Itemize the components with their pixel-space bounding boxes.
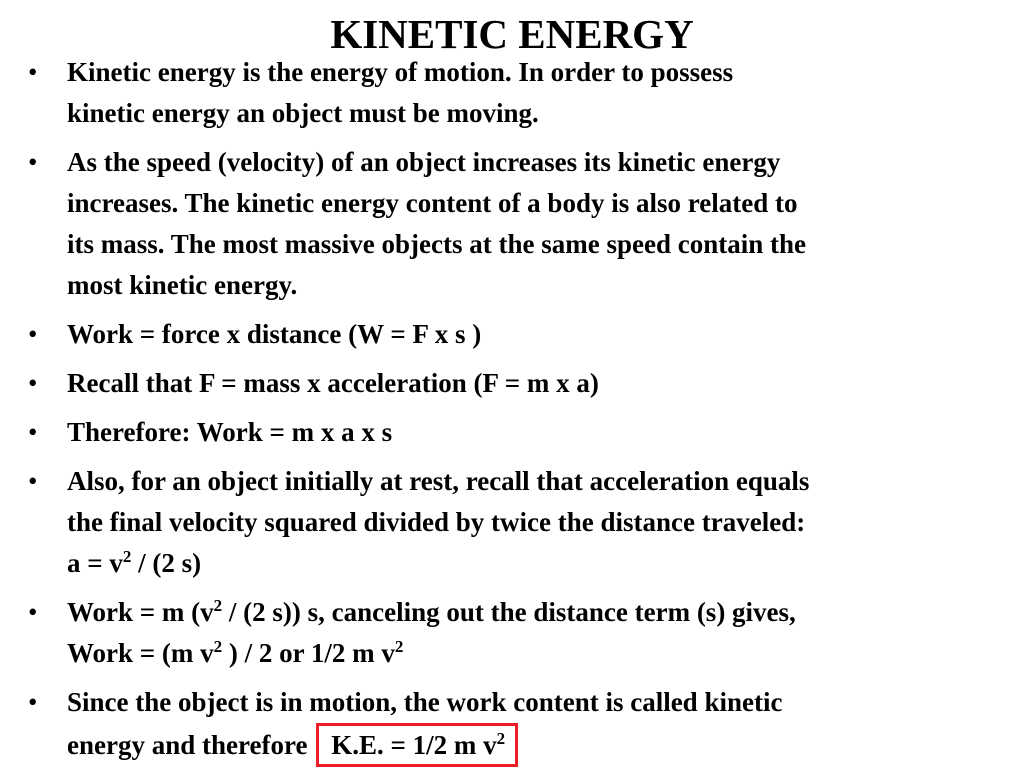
- bullet-dot: •: [28, 368, 38, 398]
- bullet-text-line: Also, for an object initially at rest, recall that acceleration equals: [67, 466, 810, 496]
- ke-formula-text: K.E. = 1/2 m v: [331, 730, 497, 760]
- bullet-speed-and-mass: [26, 142, 1020, 306]
- exponent: 2: [122, 547, 132, 566]
- bullet-text-line: its mass. The most massive objects at the same speed contain the: [67, 229, 806, 259]
- formula-text: / (2 s): [131, 548, 202, 578]
- bullet-dot: •: [28, 687, 38, 717]
- bullet-text-line: Therefore: Work = m x a x s: [67, 417, 393, 447]
- bullet-dot: •: [28, 319, 38, 349]
- exponent: 2: [213, 596, 223, 615]
- bullet-dot: •: [28, 466, 38, 496]
- bullet-dot: •: [28, 417, 38, 447]
- slide-title: KINETIC ENERGY: [330, 11, 694, 57]
- formula-text: / (2 s)) s, canceling out the distance term (s) gives,: [222, 597, 796, 627]
- bullet-work-formula: [26, 314, 1020, 355]
- bullet-work-mas: [26, 412, 1020, 453]
- formula-text: a = v: [67, 548, 123, 578]
- bullet-text-line: Since the object is in motion, the work content is called kinetic: [67, 687, 783, 717]
- bullet-text-line: increases. The kinetic energy content of a body is also related to: [67, 188, 798, 218]
- ke-formula-highlight-box: [316, 723, 518, 767]
- conclusion-line: [67, 723, 1020, 767]
- bullet-text: energy and therefore: [67, 730, 308, 760]
- bullet-text-line: Recall that F = mass x acceleration (F = m x a): [67, 368, 599, 398]
- bullet-dot: •: [28, 597, 38, 627]
- formula-text: Work = m (v: [67, 597, 214, 627]
- exponent: 2: [496, 729, 506, 748]
- exponent: 2: [213, 637, 223, 656]
- acceleration-formula: [67, 543, 1020, 584]
- bullet-text-line: As the speed (velocity) of an object increases its kinetic energy: [67, 147, 781, 177]
- bullet-text-line: most kinetic energy.: [67, 270, 298, 300]
- bullet-dot: •: [28, 57, 38, 87]
- derivation-line: [67, 592, 1020, 633]
- bullet-text-line: Kinetic energy is the energy of motion. In order to possess: [67, 57, 734, 87]
- bullet-dot: •: [28, 147, 38, 177]
- bullet-text-line: Work = force x distance (W = F x s ): [67, 319, 482, 349]
- bullet-list: [26, 52, 1020, 775]
- bullet-kinetic-energy-conclusion: [26, 682, 1020, 767]
- formula-text: ) / 2 or 1/2 m v: [222, 638, 395, 668]
- derivation-line: [67, 633, 1020, 674]
- bullet-kinetic-energy-definition: [26, 52, 1020, 134]
- exponent: 2: [394, 637, 404, 656]
- bullet-acceleration-relation: [26, 461, 1020, 584]
- bullet-text-line: the final velocity squared divided by twice the distance traveled:: [67, 507, 806, 537]
- bullet-force-formula: [26, 363, 1020, 404]
- bullet-work-derivation: [26, 592, 1020, 674]
- formula-text: Work = (m v: [67, 638, 214, 668]
- bullet-text-line: kinetic energy an object must be moving.: [67, 98, 539, 128]
